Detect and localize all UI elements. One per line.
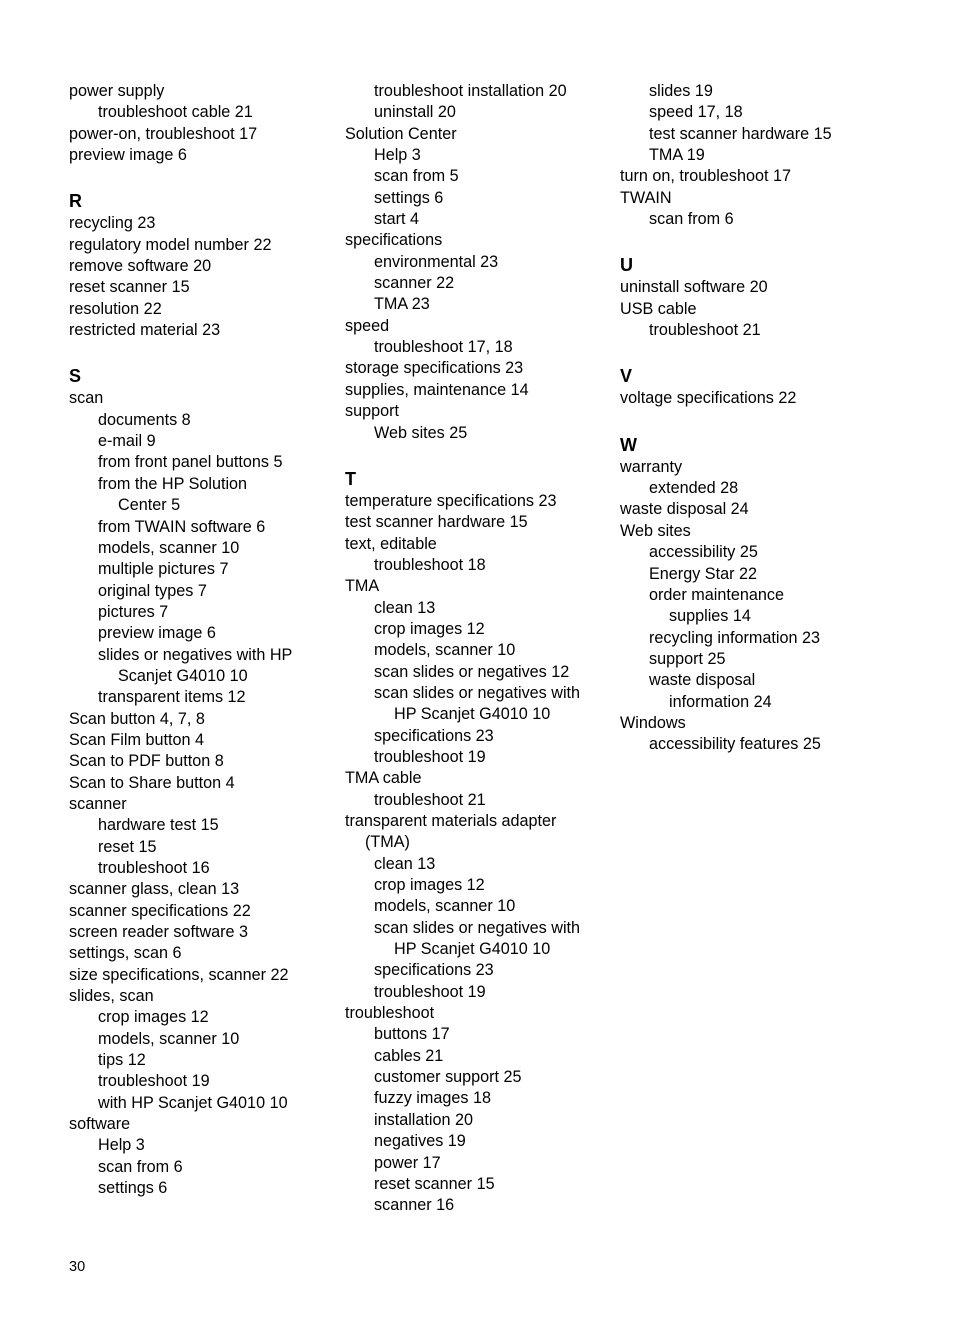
index-entry: supplies, maintenance 14 (345, 380, 529, 399)
index-letter-heading: S (69, 366, 82, 387)
index-entry: power-on, troubleshoot 17 (69, 124, 258, 143)
index-column-2 (345, 81, 615, 1217)
index-entry: Scan Film button 4 (69, 730, 204, 749)
index-subentry: HP Scanjet G4010 10 (394, 705, 551, 724)
index-entry: Windows (620, 713, 686, 732)
index-subentry: Web sites 25 (374, 423, 468, 442)
index-entry: test scanner hardware 15 (345, 513, 528, 532)
index-subentry: specifications 23 (374, 961, 494, 980)
index-entry: scan (69, 389, 104, 408)
section-spacer (69, 341, 339, 363)
index-letter-heading: R (69, 191, 82, 212)
index-entry: storage specifications 23 (345, 359, 524, 378)
index-entry: screen reader software 3 (69, 923, 249, 942)
index-subentry: extended 28 (649, 479, 739, 498)
index-subentry: reset 15 (98, 837, 157, 856)
index-entry: preview image 6 (69, 146, 187, 165)
index-subentry: Scanjet G4010 10 (118, 666, 248, 685)
index-entry: voltage specifications 22 (620, 389, 797, 408)
index-subentry: Help 3 (98, 1136, 145, 1155)
index-subentry: accessibility features 25 (649, 735, 821, 754)
index-subentry: scan from 6 (649, 210, 734, 229)
index-subentry: scan slides or negatives with (374, 918, 581, 937)
index-entry: Scan to Share button 4 (69, 773, 235, 792)
index-subentry: start 4 (374, 210, 419, 229)
index-subentry: models, scanner 10 (374, 641, 516, 660)
index-subentry: uninstall 20 (374, 103, 456, 122)
index-subentry: troubleshoot cable 21 (98, 103, 253, 122)
index-subentry: HP Scanjet G4010 10 (394, 940, 551, 959)
index-subentry: settings 6 (98, 1179, 168, 1198)
index-subentry: transparent items 12 (98, 688, 246, 707)
index-entry: troubleshoot (345, 1004, 435, 1023)
index-entry: reset scanner 15 (69, 278, 190, 297)
index-entry: restricted material 23 (69, 321, 221, 340)
index-column-3 (620, 81, 890, 756)
index-letter-heading: T (345, 468, 356, 489)
index-letter-heading: U (620, 255, 633, 276)
index-letter-heading: V (620, 366, 633, 387)
index-subentry: from TWAIN software 6 (98, 517, 266, 536)
index-entry: warranty (620, 457, 683, 476)
index-subentry: troubleshoot 17, 18 (374, 338, 513, 357)
index-subentry: scanner 22 (374, 274, 455, 293)
index-entry: size specifications, scanner 22 (69, 965, 289, 984)
index-entry: scanner glass, clean 13 (69, 880, 240, 899)
index-subentry: scan slides or negatives with (374, 683, 581, 702)
index-subentry: e-mail 9 (98, 432, 156, 451)
index-entry: recycling 23 (69, 214, 156, 233)
page-number: 30 (69, 1259, 86, 1275)
index-subentry: original types 7 (98, 581, 207, 600)
index-entry: regulatory model number 22 (69, 235, 272, 254)
index-subentry: multiple pictures 7 (98, 560, 229, 579)
index-entry: scanner specifications 22 (69, 901, 251, 920)
index-entry: TWAIN (620, 188, 672, 207)
index-subentry: troubleshoot 18 (374, 555, 486, 574)
index-entry: support (345, 402, 399, 421)
index-entry: software (69, 1115, 131, 1134)
section-spacer (69, 166, 339, 188)
index-entry: uninstall software 20 (620, 278, 768, 297)
index-subentry: order maintenance (649, 585, 784, 604)
index-entry: TMA (345, 577, 380, 596)
section-spacer (620, 341, 890, 363)
index-subentry: slides 19 (649, 82, 713, 100)
index-subentry: troubleshoot 19 (374, 747, 486, 766)
index-entry: slides, scan (69, 987, 154, 1006)
index-entry: Scan button 4, 7, 8 (69, 709, 205, 728)
index-subentry: test scanner hardware 15 (649, 124, 832, 143)
index-entry: scanner (69, 794, 127, 813)
index-subentry: clean 13 (374, 854, 436, 873)
index-subentry: accessibility 25 (649, 543, 758, 562)
index-entry: turn on, troubleshoot 17 (620, 167, 791, 186)
index-subentry: troubleshoot 21 (649, 321, 761, 340)
index-subentry: hardware test 15 (98, 816, 219, 835)
index-subentry: troubleshoot 16 (98, 859, 210, 877)
index-column-1 (69, 81, 339, 1200)
index-subentry: pictures 7 (98, 602, 169, 621)
index-subentry: tips 12 (98, 1051, 146, 1070)
index-subentry: Center 5 (118, 496, 181, 515)
index-subentry: cables 21 (374, 1046, 444, 1065)
index-subentry: scan slides or negatives 12 (374, 662, 570, 681)
index-subentry: environmental 23 (374, 252, 499, 271)
index-subentry: crop images 12 (98, 1008, 209, 1027)
index-entry: Web sites (620, 521, 691, 540)
section-spacer (620, 410, 890, 432)
index-subentry: recycling information 23 (649, 628, 820, 647)
index-subentry: information 24 (669, 692, 772, 711)
index-subentry: with HP Scanjet G4010 10 (98, 1093, 288, 1112)
index-letter-heading: W (620, 434, 637, 455)
index-subentry: models, scanner 10 (374, 897, 516, 916)
index-subentry: crop images 12 (374, 619, 485, 638)
index-subentry: troubleshoot 19 (98, 1072, 210, 1091)
index-subentry: Energy Star 22 (649, 564, 757, 583)
index-subentry: support 25 (649, 649, 726, 668)
index-subentry: installation 20 (374, 1110, 473, 1129)
index-entry: TMA cable (345, 769, 422, 788)
index-subentry: scan from 5 (374, 167, 459, 186)
index-subentry: negatives 19 (374, 1132, 466, 1151)
index-subentry: fuzzy images 18 (374, 1089, 491, 1108)
index-subentry: from front panel buttons 5 (98, 453, 283, 472)
index-subentry: scan from 6 (98, 1157, 183, 1176)
index-subentry: customer support 25 (374, 1068, 522, 1087)
index-subentry: speed 17, 18 (649, 103, 743, 122)
index-entry: Scan to PDF button 8 (69, 752, 224, 771)
index-subentry: reset scanner 15 (374, 1174, 495, 1193)
index-entry: settings, scan 6 (69, 944, 182, 963)
index-subentry: specifications 23 (374, 726, 494, 745)
index-subentry: preview image 6 (98, 624, 216, 643)
index-subentry: TMA 19 (649, 146, 705, 165)
index-subentry: clean 13 (374, 598, 436, 617)
index-subentry: from the HP Solution (98, 474, 248, 493)
index-subentry: supplies 14 (669, 607, 751, 626)
index-subentry: TMA 23 (374, 295, 430, 314)
index-subentry: settings 6 (374, 188, 444, 207)
index-subentry: crop images 12 (374, 876, 485, 895)
index-entry: speed (345, 316, 390, 335)
index-subentry: models, scanner 10 (98, 1029, 240, 1048)
index-subentry: buttons 17 (374, 1025, 450, 1044)
index-entry: USB cable (620, 299, 697, 318)
index-entry: Solution Center (345, 124, 457, 143)
index-subentry: slides or negatives with HP (98, 645, 293, 664)
index-subentry: (TMA) (365, 833, 410, 852)
index-subentry: troubleshoot installation 20 (374, 82, 567, 100)
index-entry: specifications (345, 231, 443, 250)
index-subentry: documents 8 (98, 410, 191, 429)
index-entry: resolution 22 (69, 299, 162, 318)
index-subentry: power 17 (374, 1153, 441, 1172)
index-entry: temperature specifications 23 (345, 491, 557, 510)
index-subentry: troubleshoot 19 (374, 982, 486, 1001)
index-subentry: waste disposal (649, 671, 756, 690)
index-entry: text, editable (345, 534, 437, 553)
index-entry: remove software 20 (69, 257, 212, 276)
index-subentry: troubleshoot 21 (374, 790, 486, 809)
index-entry: transparent materials adapter (345, 812, 557, 830)
index-entry: waste disposal 24 (620, 500, 749, 519)
index-subentry: models, scanner 10 (98, 538, 240, 557)
index-subentry: Help 3 (374, 146, 421, 165)
section-spacer (345, 444, 615, 466)
section-spacer (620, 230, 890, 252)
index-entry: power supply (69, 82, 165, 100)
index-subentry: scanner 16 (374, 1196, 455, 1215)
